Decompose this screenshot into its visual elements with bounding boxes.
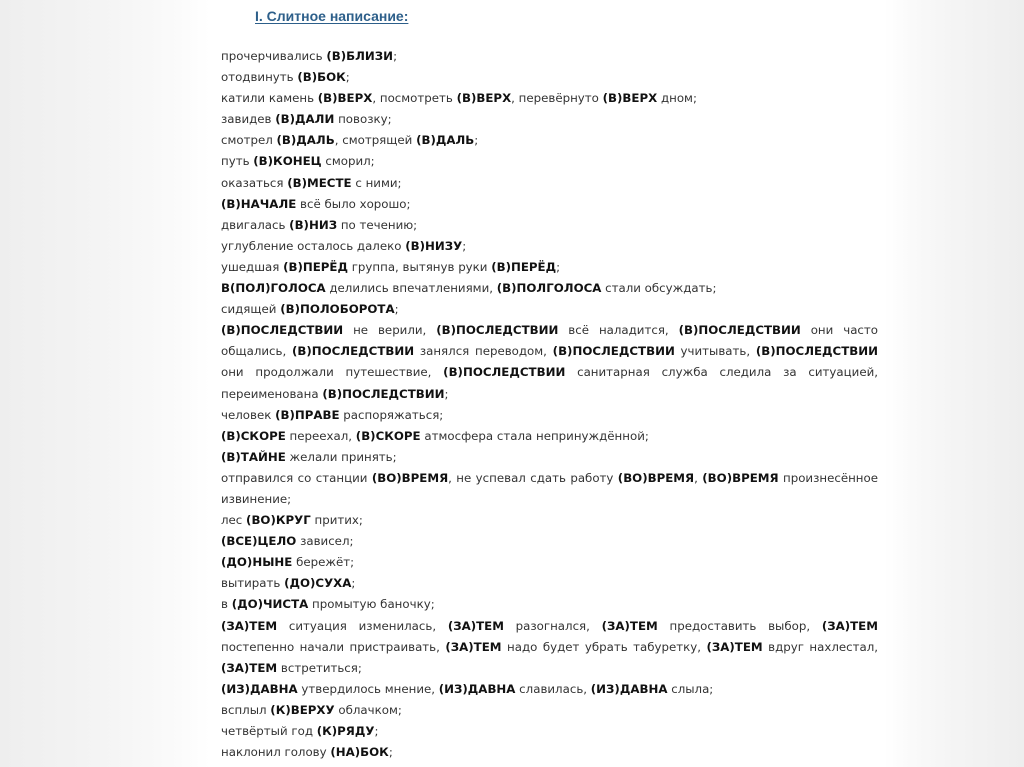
- highlighted-word: (ВО)ВРЕМЯ: [702, 470, 779, 485]
- line-text: притих;: [310, 513, 363, 528]
- text-line: [221, 405, 878, 426]
- text-line: [221, 130, 878, 151]
- text-line: [221, 658, 878, 679]
- text-line: [221, 552, 878, 573]
- line-text: промытую баночку;: [308, 597, 435, 612]
- highlighted-word: (ВО)ВРЕМЯ: [617, 470, 695, 485]
- line-text: , посмотреть: [372, 91, 457, 106]
- section-heading: I. Слитное написание:: [255, 8, 409, 24]
- text-line: [221, 362, 878, 383]
- highlighted-word: (ДО)ЧИСТА: [231, 597, 309, 612]
- line-text: лес: [221, 513, 247, 528]
- text-line: [221, 700, 878, 721]
- line-text: ;: [394, 302, 399, 317]
- line-text: катили камень: [221, 91, 318, 106]
- line-text: санитарная служба следила за ситуацией,: [565, 365, 878, 380]
- text-line: [221, 426, 878, 447]
- line-text: по течению;: [337, 217, 418, 232]
- highlighted-word: (В)ПОСЛЕДСТВИИ: [436, 323, 559, 338]
- highlighted-word: (В)СКОРЕ: [355, 428, 421, 443]
- highlighted-word: (ИЗ)ДАВНА: [590, 681, 668, 696]
- line-text: ;: [474, 133, 479, 148]
- highlighted-word: (В)ПОЛОБОРОТА: [280, 302, 395, 317]
- line-text: слыла;: [667, 681, 714, 696]
- highlighted-word: (ЗА)ТЕМ: [821, 618, 878, 633]
- line-text: прочерчивались: [221, 49, 327, 63]
- text-line: [221, 573, 878, 594]
- line-text: , смотрящей: [334, 133, 417, 148]
- text-line: [221, 594, 878, 615]
- left-page-margin: [0, 0, 210, 767]
- highlighted-word: (В)ПРАВЕ: [275, 407, 340, 422]
- text-line: [221, 447, 878, 468]
- line-text: переехал,: [285, 428, 356, 443]
- line-text: путь: [221, 154, 254, 169]
- highlighted-word: (ИЗ)ДАВНА: [221, 681, 298, 696]
- highlighted-word: (В)ТАЙНЕ: [221, 449, 286, 464]
- exercise-list: [221, 46, 878, 763]
- line-text: стали обсуждать;: [601, 281, 717, 296]
- highlighted-word: (ДО)СУХА: [284, 576, 352, 591]
- line-text: извинение;: [221, 491, 292, 506]
- line-text: всё было хорошо;: [296, 196, 411, 211]
- highlighted-word: (В)ДАЛИ: [275, 112, 335, 127]
- highlighted-word: (ВО)ВРЕМЯ: [371, 470, 449, 485]
- highlighted-word: (В)ДАЛЬ: [276, 133, 335, 148]
- line-text: славилась,: [515, 681, 591, 696]
- text-line: [221, 88, 878, 109]
- line-text: зависел;: [296, 534, 354, 549]
- text-line: [221, 194, 878, 215]
- text-line: [221, 299, 878, 320]
- line-text: всплыл: [221, 702, 271, 717]
- line-text: ;: [388, 745, 393, 760]
- line-text: отправился со станции: [221, 470, 372, 485]
- line-text: с ними;: [351, 175, 402, 190]
- text-line: [221, 46, 878, 67]
- line-text: встретиться;: [277, 660, 362, 675]
- line-text: общались,: [221, 344, 292, 359]
- text-line: [221, 215, 878, 236]
- line-text: занялся переводом,: [414, 344, 553, 359]
- text-line: [221, 151, 878, 172]
- line-text: в: [221, 597, 232, 612]
- line-text: ;: [393, 49, 398, 63]
- text-line: [221, 384, 878, 405]
- line-text: всё наладится,: [558, 323, 679, 338]
- text-line: [221, 679, 878, 700]
- highlighted-word: (В)ПОСЛЕДСТВИИ: [755, 344, 878, 359]
- line-text: сморил;: [321, 154, 375, 169]
- line-text: надо будет убрать табуретку,: [501, 639, 707, 654]
- line-text: желали принять;: [285, 449, 397, 464]
- line-text: вытирать: [221, 576, 285, 591]
- line-text: не верили,: [343, 323, 437, 338]
- highlighted-word: (В)ПОСЛЕДСТВИИ: [443, 365, 566, 380]
- line-text: сидящей: [221, 302, 281, 317]
- line-text: ,: [694, 470, 703, 485]
- highlighted-word: (ЗА)ТЕМ: [221, 660, 278, 675]
- line-text: постепенно начали пристраивать,: [221, 639, 446, 654]
- line-text: ;: [462, 238, 467, 253]
- highlighted-word: (В)МЕСТЕ: [287, 175, 352, 190]
- highlighted-word: (В)ВЕРХ: [317, 91, 373, 106]
- highlighted-word: (В)ДАЛЬ: [416, 133, 475, 148]
- highlighted-word: (ЗА)ТЕМ: [601, 618, 658, 633]
- text-line: [221, 616, 878, 637]
- line-text: завидев: [221, 112, 276, 127]
- line-text: ушедшая: [221, 259, 284, 274]
- line-text: наклонил голову: [221, 745, 331, 760]
- highlighted-word: (В)ВЕРХ: [456, 91, 512, 106]
- text-line: [221, 257, 878, 278]
- line-text: распоряжаться;: [339, 407, 444, 422]
- line-text: делились впечатлениями,: [325, 281, 497, 296]
- highlighted-word: (К)ВЕРХУ: [270, 702, 335, 717]
- highlighted-word: (В)КОНЕЦ: [253, 154, 322, 169]
- highlighted-word: В(ПОЛ)ГОЛОСА: [221, 281, 326, 296]
- highlighted-word: (В)ВЕРХ: [602, 91, 658, 106]
- text-line: [221, 742, 878, 763]
- highlighted-word: (В)ПОСЛЕДСТВИИ: [678, 323, 801, 338]
- highlighted-word: (В)ПОСЛЕДСТВИИ: [221, 323, 344, 338]
- text-line: [221, 637, 878, 658]
- line-text: произнесённое: [778, 470, 878, 485]
- line-text: повозку;: [334, 112, 392, 127]
- line-text: человек: [221, 407, 276, 422]
- highlighted-word: (ЗА)ТЕМ: [447, 618, 504, 633]
- highlighted-word: (В)ПОСЛЕДСТВИИ: [552, 344, 675, 359]
- line-text: учитывать,: [674, 344, 756, 359]
- line-text: отодвинуть: [221, 70, 298, 85]
- highlighted-word: (ВСЕ)ЦЕЛО: [221, 534, 297, 549]
- highlighted-word: (ЗА)ТЕМ: [706, 639, 763, 654]
- text-line: [221, 320, 878, 341]
- line-text: они часто: [800, 323, 878, 338]
- line-text: они продолжали путешествие,: [221, 365, 444, 380]
- highlighted-word: (ВО)КРУГ: [246, 513, 311, 528]
- line-text: четвёртый год: [221, 724, 317, 738]
- text-line: [221, 278, 878, 299]
- text-line: [221, 341, 878, 362]
- line-text: дном;: [657, 91, 697, 106]
- highlighted-word: (В)НИЗУ: [405, 238, 463, 253]
- line-text: разогнался,: [503, 618, 602, 633]
- highlighted-word: (В)БОК: [297, 70, 346, 85]
- text-line: [221, 489, 878, 510]
- highlighted-word: (В)ПЕРЁД: [491, 259, 557, 274]
- highlighted-word: (В)ПЕРЁД: [283, 259, 348, 274]
- line-text: двигалась: [221, 217, 290, 232]
- text-line: [221, 531, 878, 552]
- line-text: ;: [345, 70, 350, 85]
- text-line: [221, 721, 878, 742]
- highlighted-word: (ЗА)ТЕМ: [221, 618, 278, 633]
- highlighted-word: (В)НАЧАЛЕ: [221, 196, 297, 211]
- highlighted-word: (В)ПОЛГОЛОСА: [496, 281, 602, 296]
- text-line: [221, 109, 878, 130]
- line-text: утвердилось мнение,: [297, 681, 439, 696]
- text-line: [221, 236, 878, 257]
- highlighted-word: (В)СКОРЕ: [221, 428, 286, 443]
- highlighted-word: (В)НИЗ: [289, 217, 338, 232]
- line-text: вдруг нахлестал,: [762, 639, 878, 654]
- line-text: ситуация изменилась,: [277, 618, 448, 633]
- line-text: углубление осталось далеко: [221, 238, 406, 253]
- highlighted-word: (ДО)НЫНЕ: [221, 555, 293, 570]
- text-line: [221, 67, 878, 88]
- right-page-margin: [884, 0, 1024, 767]
- line-text: предоставить выбор,: [657, 618, 822, 633]
- highlighted-word: (ЗА)ТЕМ: [445, 639, 502, 654]
- highlighted-word: (В)ПОСЛЕДСТВИИ: [291, 344, 415, 359]
- highlighted-word: (В)БЛИЗИ: [326, 49, 394, 63]
- text-line: [221, 510, 878, 531]
- line-text: смотрел: [221, 133, 277, 148]
- text-line: [221, 173, 878, 194]
- line-text: , не успевал сдать работу: [448, 470, 618, 485]
- line-text: атмосфера стала непринуждённой;: [420, 428, 649, 443]
- highlighted-word: (ИЗ)ДАВНА: [438, 681, 516, 696]
- highlighted-word: (НА)БОК: [330, 745, 389, 760]
- line-text: облачком;: [334, 702, 402, 717]
- line-text: группа, вытянув руки: [347, 259, 492, 274]
- text-line: [221, 468, 878, 489]
- line-text: , перевёрнуто: [511, 91, 603, 106]
- line-text: ;: [556, 259, 561, 274]
- line-text: оказаться: [221, 175, 288, 190]
- line-text: бережёт;: [292, 555, 355, 570]
- line-text: ;: [374, 724, 379, 738]
- line-text: ;: [444, 386, 449, 401]
- highlighted-word: (К)РЯДУ: [316, 724, 375, 738]
- line-text: переименована: [221, 386, 323, 401]
- highlighted-word: (В)ПОСЛЕДСТВИИ: [322, 386, 445, 401]
- line-text: ;: [351, 576, 356, 591]
